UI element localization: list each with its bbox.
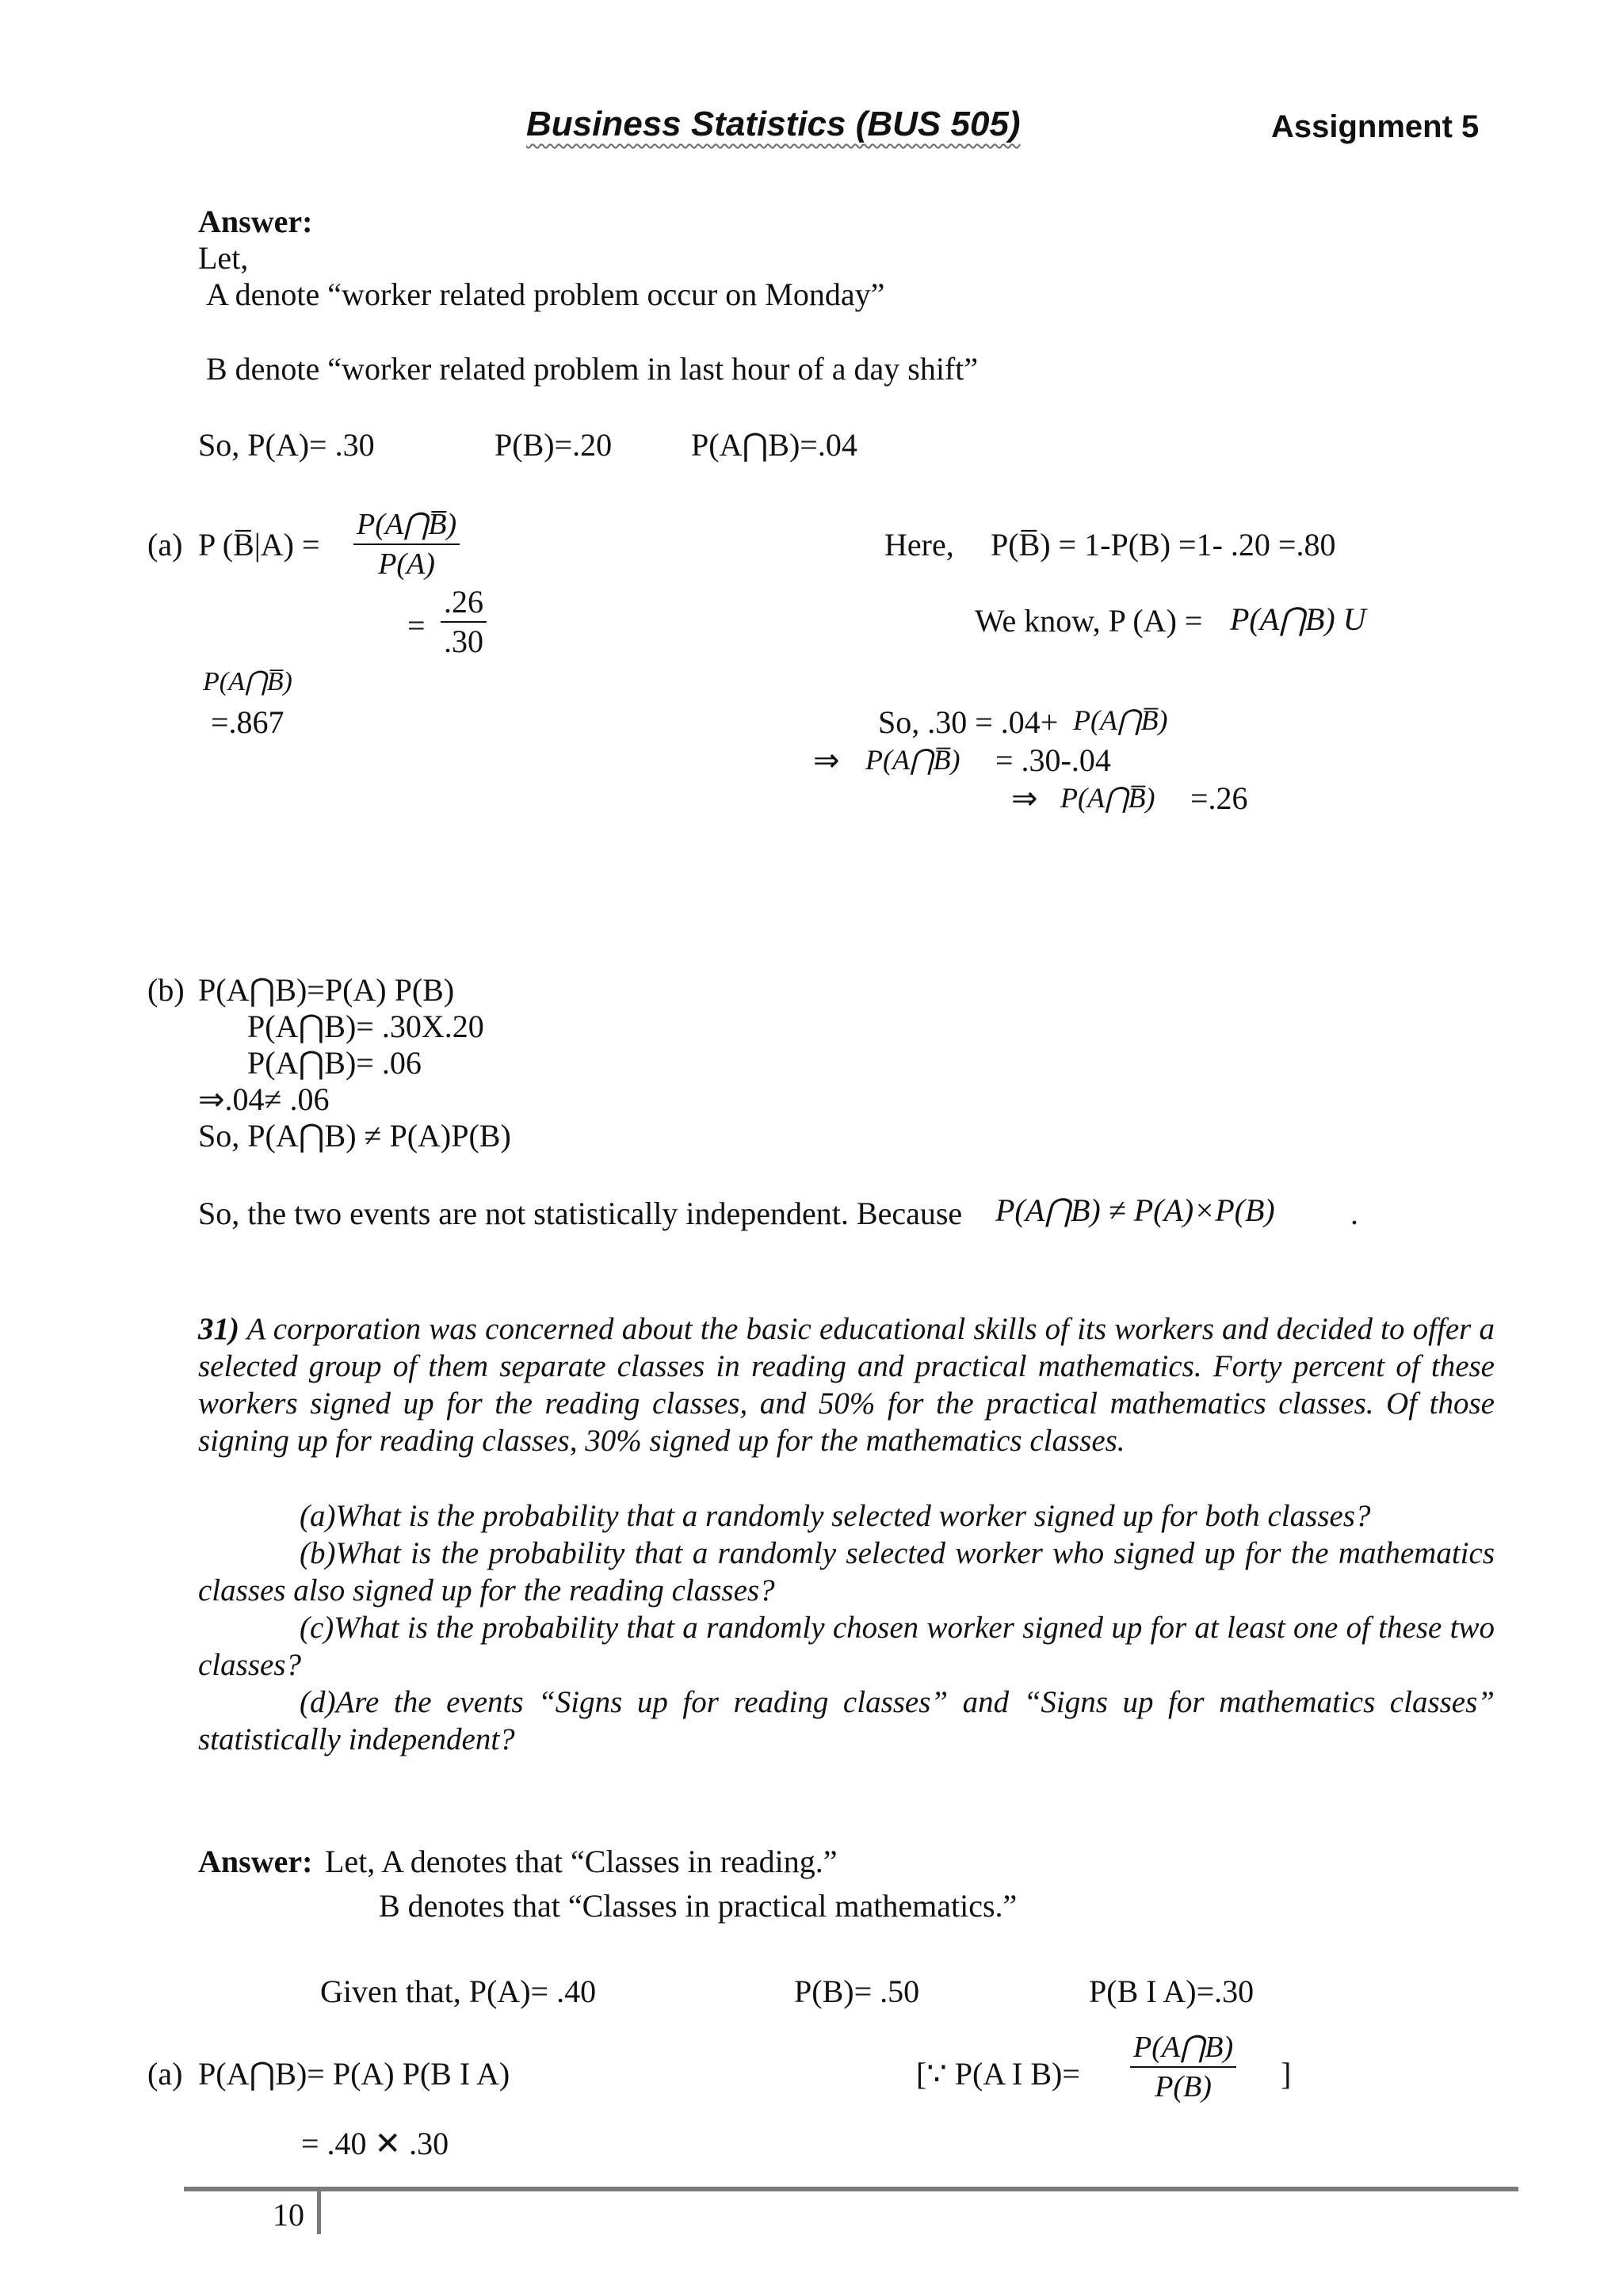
question-31-d: (d)Are the events “Signs up for reading classes” and “Signs up for mathematics classes” statistically independent? — [198, 1685, 1495, 1756]
part-b-line-2: P(A⋂B)= .30X.20 — [247, 1009, 484, 1044]
bracket-open: [∵ P(A I B)= — [916, 2056, 1080, 2092]
event-a-definition: A denote “worker related problem occur on Monday” — [206, 277, 885, 312]
question-31-b: (b)What is the probability that a randomly selected worker who signed up for the mathematics classes also signed up for the reading classes? — [198, 1536, 1495, 1608]
event-b-definition: B denote “worker related problem in last hour of a day shift” — [206, 351, 979, 387]
footer-rule — [184, 2187, 1518, 2191]
answer-label: Answer: — [198, 204, 313, 239]
answer2-given-pb: P(B)= .50 — [794, 1974, 920, 2009]
question-31-text — [198, 1310, 1495, 1459]
part-a-label: (a) — [147, 527, 183, 563]
answer2-event-b: B denotes that “Classes in practical mathematics.” — [379, 1888, 1018, 1924]
document-title: Business Statistics (BUS 505) — [526, 105, 1021, 143]
fraction-numerator: P(A⋂B) — [1130, 2030, 1236, 2068]
implies-icon: ⇒ — [1011, 780, 1038, 816]
answer-label: Answer: — [198, 1844, 313, 1879]
assignment-label: Assignment 5 — [1271, 109, 1480, 144]
part-b-label: (b) — [147, 972, 185, 1008]
given-pab: P(A⋂B)=.04 — [691, 427, 857, 463]
implies-result-1: = .30-.04 — [995, 742, 1111, 778]
union-expression: P(A⋂B) U — [1230, 601, 1366, 637]
let-text: Let, — [198, 240, 249, 276]
part-b-line-1: P(A⋂B)=P(A) P(B) — [198, 972, 455, 1008]
footer-divider — [317, 2191, 321, 2234]
bracket-close: ] — [1281, 2056, 1292, 2092]
part-b-line-5: So, P(A⋂B) ≠ P(A)P(B) — [198, 1118, 511, 1154]
answer2-given-pa: Given that, P(A)= .40 — [320, 1974, 597, 2009]
so-equation: So, .30 = .04+ — [878, 704, 1059, 740]
implies-expr-1: P(A⋂B̅) — [865, 744, 960, 776]
answer2-part-a-line: P(A⋂B)= P(A) P(B I A) — [198, 2056, 510, 2092]
period: . — [1350, 1196, 1358, 1231]
bracket-fraction — [1130, 2030, 1236, 2104]
fraction-numerator: .26 — [441, 585, 487, 623]
question-31-a: (a)What is the probability that a randomly selected worker signed up for both classes? — [300, 1499, 1371, 1533]
implies-expr-2: P(A⋂B̅) — [1060, 782, 1155, 814]
part-a-result: =.867 — [211, 704, 285, 740]
conditional-prob-lhs: P (B̅|A) = — [198, 527, 320, 563]
fraction-denominator: P(B) — [1155, 2070, 1212, 2103]
question-31-c: (c)What is the probability that a randomly chosen worker signed up for at least one of these two classes? — [198, 1611, 1495, 1682]
part-b-line-3: P(A⋂B)= .06 — [247, 1045, 422, 1081]
conditional-prob-fraction — [353, 507, 460, 582]
so-equation-expr: P(A⋂B̅) — [1073, 704, 1168, 736]
implies-result-2: =.26 — [1190, 780, 1248, 816]
part-b-conclusion: So, the two events are not statistically independent. Because — [198, 1196, 963, 1231]
answer2-event-a: Let, A denotes that “Classes in reading.” — [325, 1844, 838, 1879]
question-number: 31) — [198, 1312, 239, 1346]
answer2-calc: = .40 ✕ .30 — [301, 2126, 449, 2161]
answer2-part-a-label: (a) — [147, 2056, 183, 2092]
implies-icon: ⇒ — [813, 742, 840, 778]
fraction-denominator: .30 — [444, 624, 483, 659]
part-b-conclusion-expr: P(A⋂B) ≠ P(A)×P(B) — [995, 1192, 1275, 1228]
answer2-given-pba: P(B I A)=.30 — [1089, 1974, 1254, 2009]
intersection-expression: P(A⋂B̅) — [203, 667, 292, 696]
fraction-denominator: P(A) — [378, 547, 435, 581]
complement-b-calc: P(B̅) = 1-P(B) =1- .20 =.80 — [991, 527, 1336, 563]
fraction-numerator: P(A⋂B̅) — [353, 507, 460, 545]
equals-sign: = — [407, 608, 426, 643]
here-label: Here, — [884, 527, 954, 563]
part-b-line-4: ⇒.04≠ .06 — [198, 1081, 330, 1117]
page-number: 10 — [273, 2197, 304, 2233]
given-pb: P(B)=.20 — [495, 427, 613, 463]
given-pa: So, P(A)= .30 — [198, 427, 375, 463]
question-body: A corporation was concerned about the basic educational skills of its workers and decided to offer a selected group of them separate classes in reading and practical mathematics. Forty percent of these workers signed up for the reading classes, and 50% for the practical mathematics classes. Of those signing up for reading classes, 30% signed up for the mathematics classes. — [198, 1312, 1495, 1458]
value-fraction — [441, 585, 487, 659]
we-know-label: We know, P (A) = — [975, 603, 1203, 639]
